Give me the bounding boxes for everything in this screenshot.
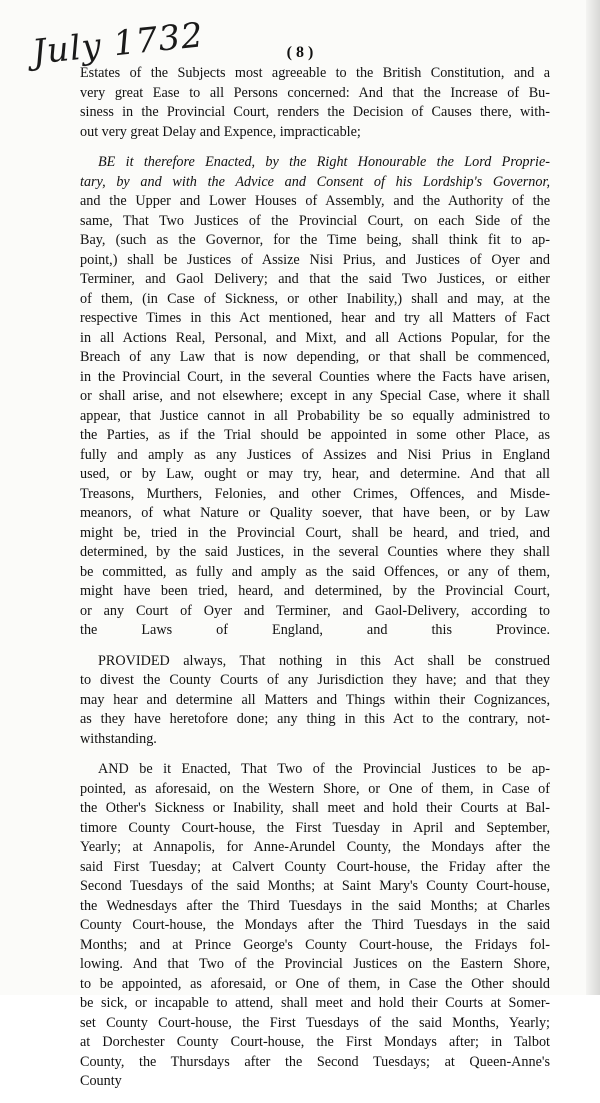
text-line: as they have heretofore done; any thing in this Act to the contrary, not- <box>80 711 550 727</box>
text-line: appear, that Justice cannot in all Probability be so equally administred to <box>80 407 550 424</box>
text-line: County Court-house, the Mondays after the Third Tuesdays in the said <box>80 917 550 933</box>
paragraph-4 <box>80 760 550 1092</box>
text-line: Months; and at Prince George's County Court-house, the Fridays fol- <box>80 936 550 953</box>
text-line: Breach of any Law that is now depending, or that shall be commenced, <box>80 349 550 365</box>
text-line: same, That Two Justices of the Provincial Court, on each Side of the <box>80 212 550 229</box>
text-line: County, the Thursdays after the Second Tuesdays; at Queen-Anne's <box>80 1053 550 1070</box>
text-line: meanors, of what Nature or Quality soever, that have been, or by Law <box>80 505 550 521</box>
text-line: or any Court of Oyer and Terminer, and Gaol-Delivery, according to <box>80 602 550 619</box>
text-line: might be, tried in the Provincial Court, shall be heard, and tried, and <box>80 524 550 541</box>
text-line: lowing. And that Two of the Provincial Justices on the Eastern Shore, <box>80 956 550 972</box>
text-line: point,) shall be Justices of Assize Nisi Prius, and Justices of Oyer and <box>80 251 550 268</box>
text-line: BE it therefore Enacted, by the Right Honourable the Lord Proprie- <box>98 154 550 170</box>
text-line: to divest the County Courts of any Jurisdiction they have; and that they <box>80 672 550 688</box>
text-line: timore County Court-house, the First Tuesday in April and September, <box>80 819 550 836</box>
text-line: Estates of the Subjects most agreeable to the British Constitution, and a <box>80 65 550 81</box>
text-line: set County Court-house, the First Tuesdays of the said Months, Yearly; <box>80 1014 550 1031</box>
text-line: the Wednesdays after the Third Tuesdays in the said Months; at Charles <box>80 897 550 914</box>
text-line: siness in the Provincial Court, renders the Decision of Causes there, with- <box>80 104 550 120</box>
text-line: PROVIDED always, That nothing in this Act shall be construed <box>98 652 550 669</box>
text-line: respective Times in this Act mentioned, hear and try all Matters of Fact <box>80 310 550 326</box>
text-line: may hear and determine all Matters and Things within their Cognizances, <box>80 691 550 708</box>
text-line: be sick, or incapable to attend, shall meet and hold their Courts at Somer- <box>80 995 550 1011</box>
text-line: in all Actions Real, Personal, and Mixt, and all Actions Popular, for the <box>80 329 550 346</box>
text-line: pointed, as aforesaid, on the Western Shore, or One of them, in Case of <box>80 780 550 797</box>
text-line: in the Provincial Court, in the several Counties where the Facts have arisen, <box>80 368 550 385</box>
handwritten-date: July 1732 <box>30 15 206 73</box>
text-line: of them, (in Case of Sickness, or other Inability,) shall and may, at the <box>80 290 550 307</box>
page-edge-shadow <box>586 0 600 995</box>
page-number: ( 8 ) <box>286 44 314 61</box>
text-line: used, or by Law, ought or may try, hear, and determine. And that all <box>80 466 550 482</box>
text-line: might have been tried, heard, and determined, by the Provincial Court, <box>80 583 550 599</box>
text-line: Second Tuesdays of the said Months; at Saint Mary's County Court-house, <box>80 878 550 894</box>
text-line: determined, by the said Justices, in the several Counties where they shall <box>80 544 550 560</box>
text-line: Bay, (such as the Governor, for the Time being, shall think fit to ap- <box>80 232 550 248</box>
text-line: at Dorchester County Court-house, the First Mondays after; in Talbot <box>80 1034 550 1050</box>
text-line: the Laws of England, and this Province. <box>80 622 550 638</box>
text-line: and the Upper and Lower Houses of Assembly, and the Authority of the <box>80 193 550 209</box>
text-line: very great Ease to all Persons concerned: And that the Increase of Bu- <box>80 84 550 101</box>
paragraph-2 <box>80 153 550 641</box>
text-line: the Parties, as if the Trial should be appointed in some other Place, as <box>80 427 550 443</box>
paragraph-3 <box>80 652 550 750</box>
text-line: or shall arise, and not elsewhere; except in any Special Case, where it shall <box>80 388 550 404</box>
text-line: the Other's Sickness or Inability, shall meet and hold their Courts at Bal- <box>80 800 550 816</box>
text-line: Treasons, Murthers, Felonies, and other Crimes, Offences, and Misde- <box>80 485 550 502</box>
text-line: Yearly; at Annapolis, for Anne-Arundel County, the Mondays after the <box>80 839 550 855</box>
text-line: withstanding. <box>80 730 157 747</box>
text-line: AND be it Enacted, That Two of the Provincial Justices to be ap- <box>98 761 550 777</box>
text-line: be committed, as fully and amply as the said Offences, or any of them, <box>80 563 550 580</box>
text-line: fully and amply as any Justices of Assizes and Nisi Prius in England <box>80 446 550 463</box>
text-line: out very great Delay and Expence, impracticable; <box>80 123 361 140</box>
document-body <box>80 64 550 1103</box>
text-line: said First Tuesday; at Calvert County Court-house, the Friday after the <box>80 858 550 875</box>
text-line: to be appointed, as aforesaid, or One of them, in Case the Other should <box>80 975 550 992</box>
paragraph-1 <box>80 64 550 142</box>
text-line: County <box>80 1073 122 1089</box>
text-line: tary, by and with the Advice and Consent of his Lordship's Governor, <box>80 173 550 190</box>
text-line: Terminer, and Gaol Delivery; and that the said Two Justices, or either <box>80 271 550 287</box>
